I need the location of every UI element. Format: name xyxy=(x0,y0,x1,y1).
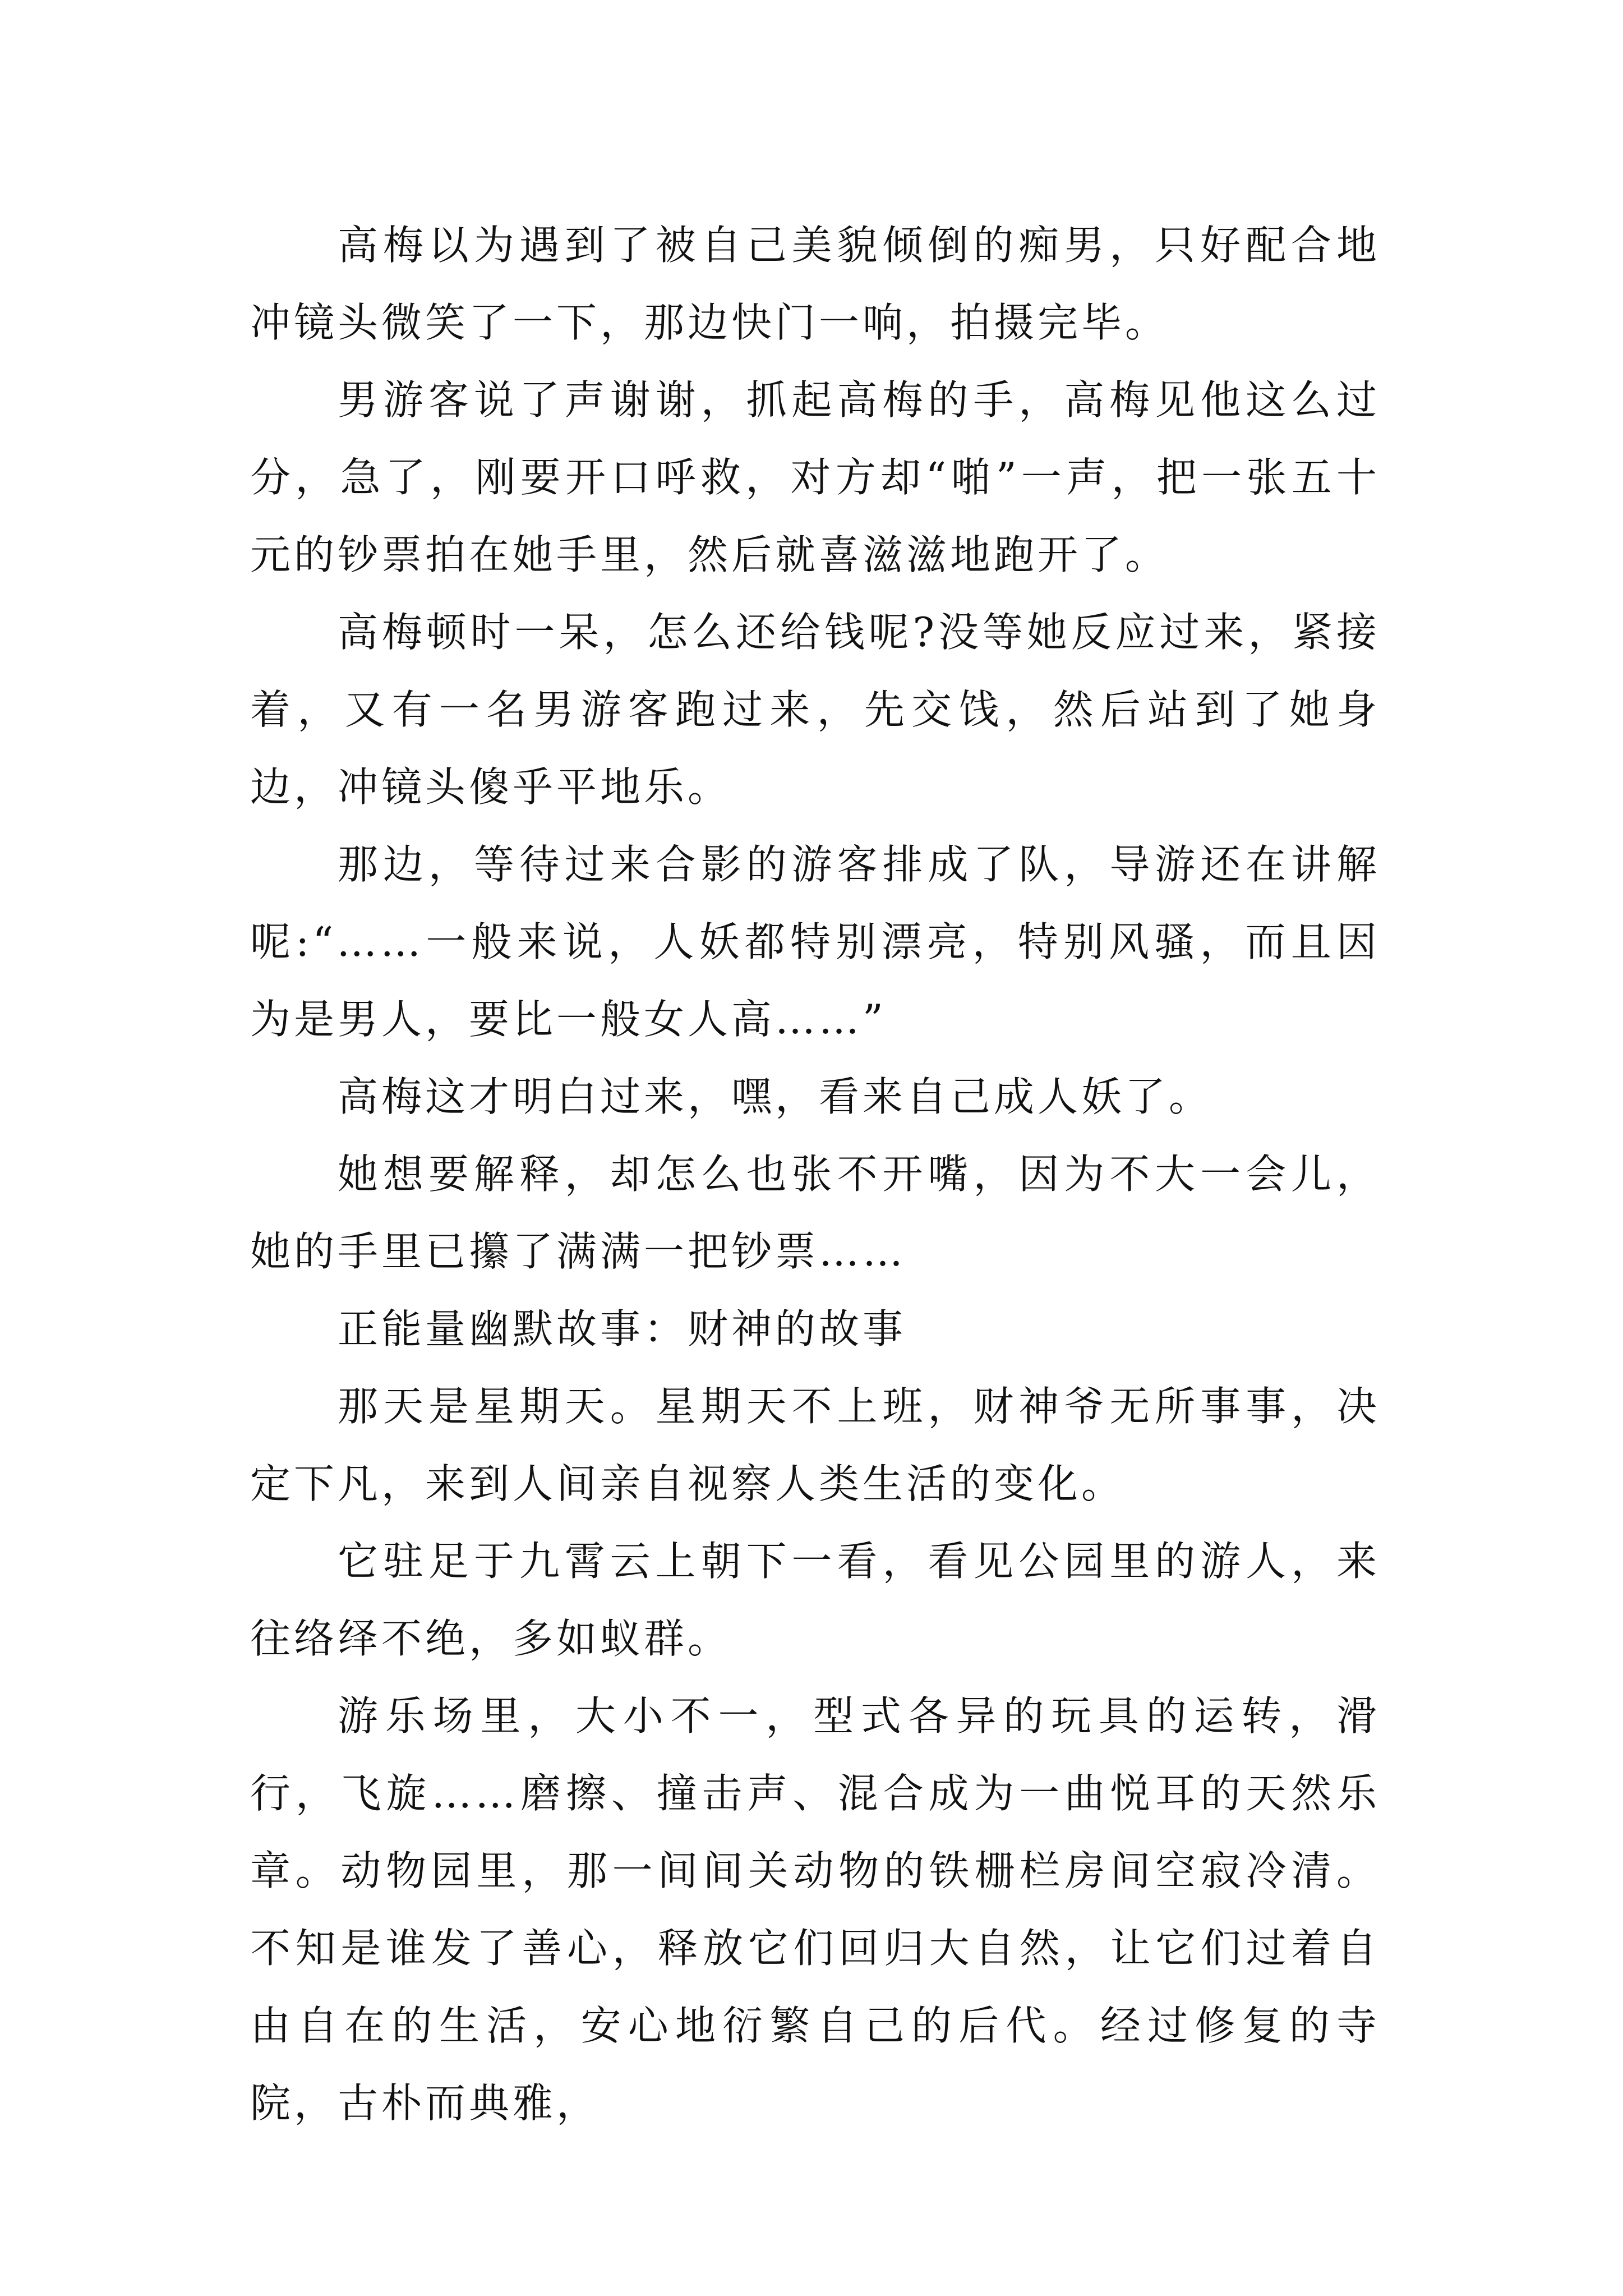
paragraph-1: 高梅以为遇到了被自己美貌倾倒的痴男，只好配合地冲镜头微笑了一下，那边快门一响，拍摄完毕。 xyxy=(250,222,1380,346)
paragraph-3: 高梅顿时一呆，怎么还给钱呢?没等她反应过来，紧接着，又有一名男游客跑过来，先交饯，然后站到了她身边，冲镜头傻乎平地乐。 xyxy=(250,609,1380,811)
article-body xyxy=(250,206,1380,2142)
paragraph-5: 高梅这才明白过来，嘿，看来自己成人妖了。 xyxy=(338,1073,1213,1120)
paragraph-6: 她想要解释，却怎么也张不开嘴，因为不大一会儿，她的手里已攥了满满一把钞票…… xyxy=(250,1151,1380,1275)
paragraph-8: 那天是星期天。星期天不上班，财神爷无所事事，决定下凡，来到人间亲自视察人类生活的变化。 xyxy=(250,1383,1380,1507)
paragraph-10: 游乐场里，大小不一，型式各异的玩具的运转，滑行，飞旋……磨擦、撞击声、混合成为一曲悦耳的天然乐章。动物园里，那一间间关动物的铁栅栏房间空寂冷清。不知是谁发了善心，释放它们回归大自然，让它们过着自由自在的生活，安心地衍繁自己的后代。经过修复的寺院，古朴而典雅， xyxy=(250,1692,1380,2127)
paragraph-4: 那边，等待过来合影的游客排成了队，导游还在讲解呢:“……一般来说，人妖都特别漂亮，特别风骚，而且因为是男人，要比一般女人高……” xyxy=(250,841,1380,1043)
section-heading: 正能量幽默故事：财神的故事 xyxy=(338,1305,907,1352)
paragraph-2: 男游客说了声谢谢，抓起高梅的手，高梅见他这么过分，急了，刚要开口呼救，对方却“啪”一声，把一张五十元的钞票拍在她手里，然后就喜滋滋地跑开了。 xyxy=(250,376,1380,578)
paragraph-9: 它驻足于九霄云上朝下一看，看见公园里的游人，来往络绎不绝，多如蚁群。 xyxy=(250,1538,1380,1662)
